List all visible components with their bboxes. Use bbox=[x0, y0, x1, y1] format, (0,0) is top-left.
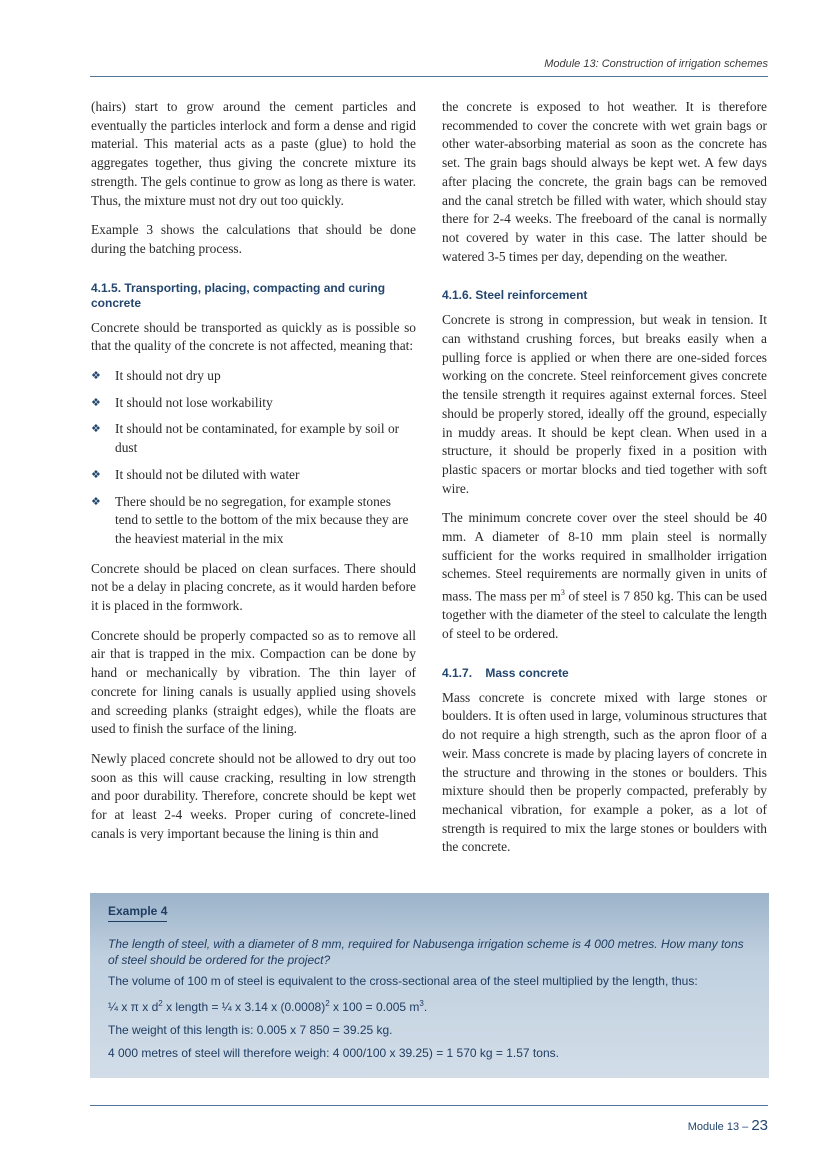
paragraph: Concrete is strong in compression, but weak in tension. It can withstand crushing forces, but breaks easily when a pulling force is applied or when there are one-sided forces working on the concrete. Steel reinforcement gives concrete the tensile strength it requires against external forces. Steel should be properly stored, ideally off the ground, especially in muddy areas. It should be kept clean. When used in a structure, it should be properly fixed in a position with plastic spacers or mortar blocks and tied together with soft wire. bbox=[442, 312, 767, 496]
list-item: ❖ There should be no segregation, for example stones tend to settle to the bottom of the mix because they are the heaviest material in the mix bbox=[91, 493, 409, 546]
diamond-bullet-icon: ❖ bbox=[91, 494, 101, 508]
footer-module-label: Module 13 – bbox=[687, 1121, 752, 1133]
right-column bbox=[442, 98, 767, 868]
list-item: ❖ It should not be contaminated, for example by soil or dust bbox=[91, 421, 400, 456]
paragraph: Mass concrete is concrete mixed with large stones or boulders. It is often used in large, voluminous structures that do not require a high strength, such as the apron floor of a weir. Mass concrete is made by placing layers of concrete in the structure and throwing in the stones or boulders. This mixture should then be properly compacted, preferably by mechanical vibration, for example a poker, as a lot of strength is required to mix the large stones or boulders with the concrete. bbox=[442, 689, 767, 855]
page-footer bbox=[688, 1117, 768, 1134]
diamond-bullet-icon: ❖ bbox=[91, 369, 101, 383]
example-line: The weight of this length is: 0.005 x 7 850 = 39.25 kg. bbox=[108, 1023, 393, 1037]
list-item: ❖ It should not dry up bbox=[91, 367, 416, 386]
section-heading-4-1-5: 4.1.5. Transporting, placing, compacting and curing concrete bbox=[91, 280, 386, 310]
diamond-bullet-icon: ❖ bbox=[91, 467, 101, 481]
running-header: Module 13: Construction of irrigation schemes bbox=[544, 58, 768, 70]
example-line: 4 000 metres of steel will therefore weigh: 4 000/100 x 39.25) = 1 570 kg = 1.57 tons. bbox=[108, 1046, 559, 1060]
diamond-bullet-icon: ❖ bbox=[91, 422, 101, 436]
paragraph: Example 3 shows the calculations that should be done during the batching process. bbox=[91, 222, 416, 256]
paragraph: Concrete should be placed on clean surfaces. There should not be a delay in placing concrete, as it would harden before it is placed in the formwork. bbox=[91, 560, 416, 614]
example-formula: ¼ x π x $d^2$ x length = ¼ x 3.14 x $(0.0008)^2$ x 100 = 0.005 $m^3$. bbox=[108, 999, 428, 1014]
list-item: ❖ It should not lose workability bbox=[91, 394, 416, 413]
footer-divider bbox=[90, 1105, 768, 1106]
section-heading-4-1-7: 4.1.7. Mass concrete bbox=[442, 665, 569, 680]
diamond-bullet-icon: ❖ bbox=[91, 395, 101, 409]
left-column bbox=[91, 98, 416, 855]
header-divider bbox=[90, 76, 768, 77]
example-line: The volume of 100 m of steel is equivalent to the cross-sectional area of the steel multiplied by the length, thus: bbox=[108, 974, 698, 988]
bullet-list bbox=[91, 367, 416, 549]
example-box bbox=[90, 893, 769, 1078]
paragraph: Concrete should be properly compacted so as to remove all air that is trapped in the mix. Compaction can be done by hand or mechanically by vibration. The thin layer of concrete for lining canals is usually applied using shovels and screeding planks (straight edges), while the floats are used to finish the surface of the lining. bbox=[91, 627, 416, 737]
example-question: The length of steel, with a diameter of 8 mm, required for Nabusenga irrigation scheme is 4 000 metres. How many tons of steel should be ordered for the project? bbox=[108, 937, 744, 967]
paragraph: Newly placed concrete should not be allowed to dry out too soon as this will cause cracking, resulting in low strength and poor durability. Therefore, concrete should be kept wet for at least 2-4 weeks. Proper curing of concrete-lined canals is very important because the lining is thin and bbox=[91, 750, 416, 841]
paragraph: Concrete should be transported as quickly as is possible so that the quality of the concrete is not affected, meaning that: bbox=[91, 319, 416, 354]
page-number: 23 bbox=[751, 1117, 768, 1134]
section-heading-4-1-6: 4.1.6. Steel reinforcement bbox=[442, 288, 588, 303]
paragraph: (hairs) start to grow around the cement particles and eventually the particles interlock and form a dense and rigid material. This material acts as a paste (glue) to hold the aggregates together, thus giving the concrete mixture its strength. The gels continue to grow as long as there is water. Thus, the mixture must not dry out too quickly. bbox=[91, 99, 416, 208]
paragraph: The minimum concrete cover over the steel should be 40 mm. A diameter of 8-10 mm plain steel is normally sufficient for the works required in smallholder irrigation schemes. Steel requirements are normally given in units of mass. The mass per $m^3$ of steel is 7 850 kg. This can be used together with the diameter of the steel to calculate the length of steel to be ordered. bbox=[442, 510, 768, 642]
paragraph: the concrete is exposed to hot weather. It is therefore recommended to cover the concrete with wet grain bags or other water-absorbing material as soon as the concrete has set. The grain bags should always be kept wet. A few days after placing the concrete, the grain bags can be removed and the canal stretch be filled with water, which should stay there for 2-4 weeks. The freeboard of the canal is normally not covered by water in this case. The latter should be watered 3-5 times per day, depending on the weather. bbox=[442, 99, 767, 264]
example-title: Example 4 bbox=[108, 904, 167, 922]
list-item: ❖ It should not be diluted with water bbox=[91, 466, 416, 485]
